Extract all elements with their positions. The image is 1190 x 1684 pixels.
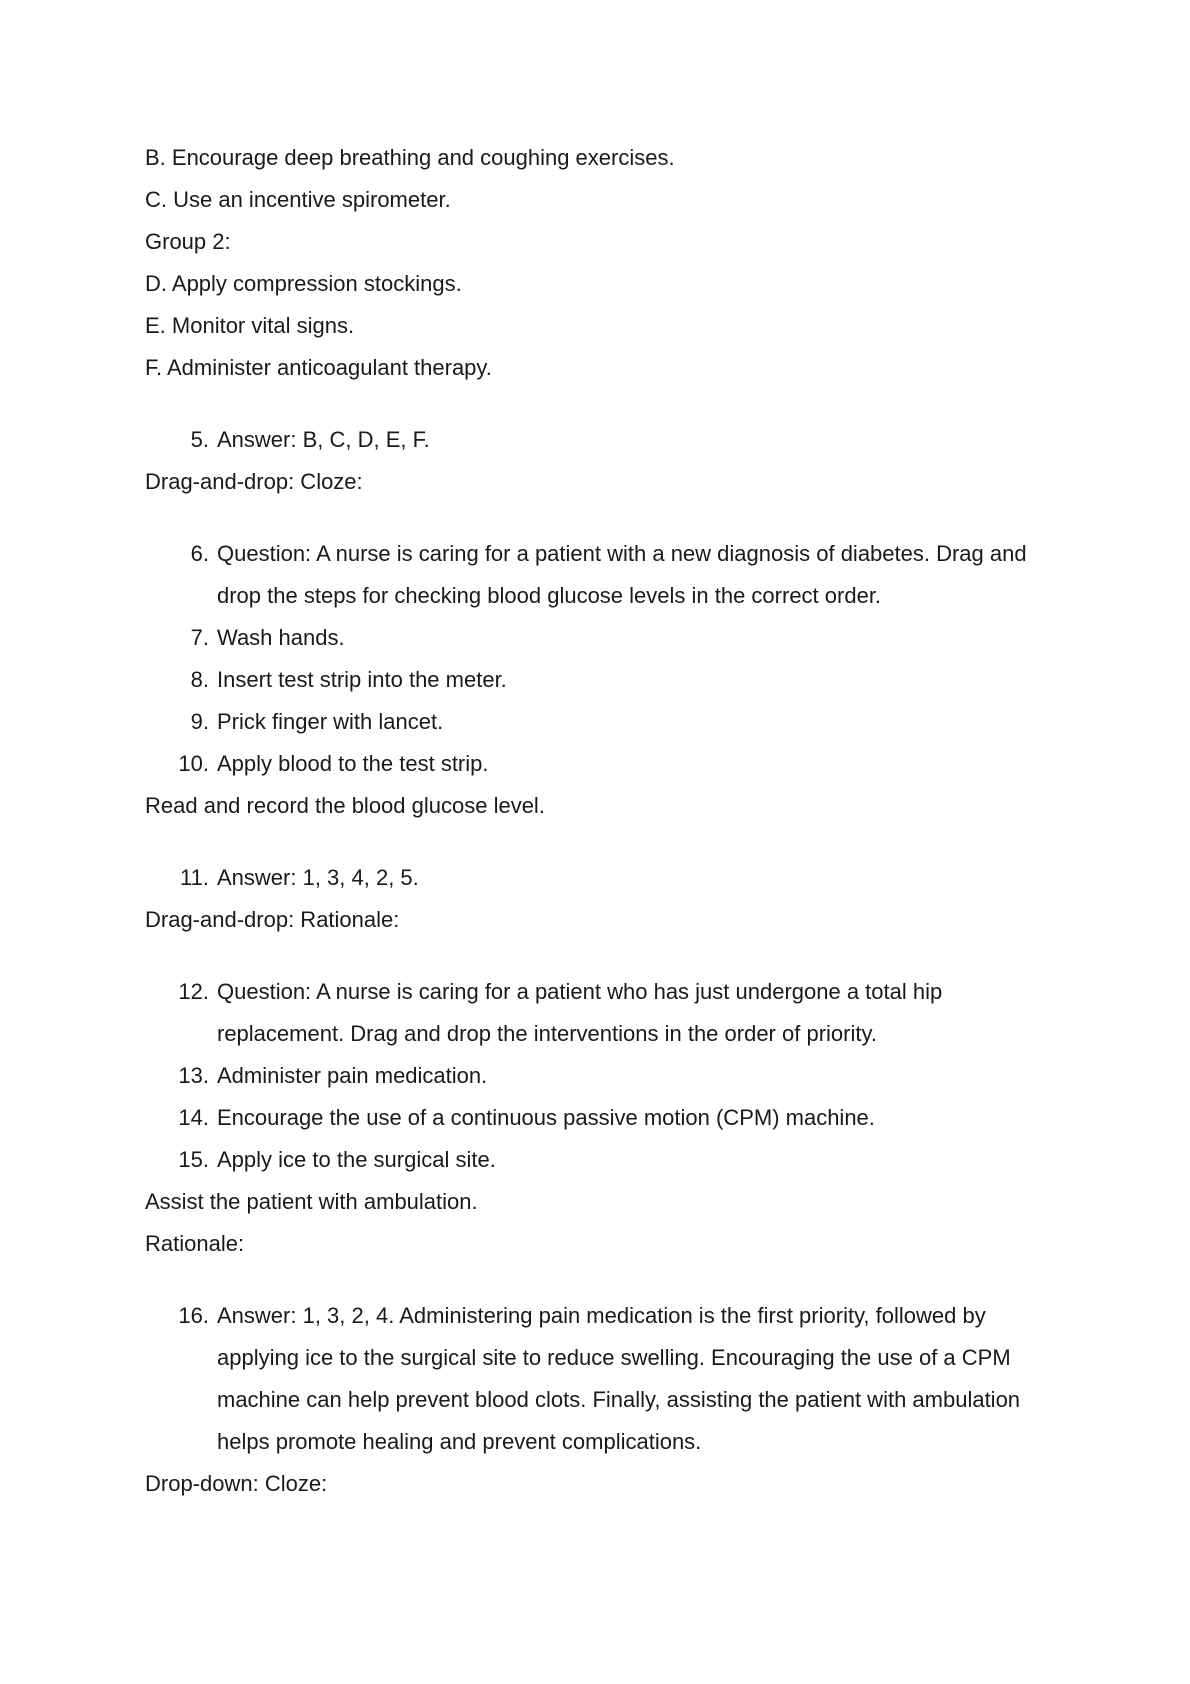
list-text: Administer pain medication.: [217, 1063, 488, 1088]
list-item-16: [145, 1295, 1065, 1463]
list-number: 13.: [178, 1063, 209, 1088]
list-number: 16.: [178, 1303, 209, 1328]
spacer: [145, 503, 1065, 533]
spacer: [145, 941, 1065, 971]
list-number: 9.: [190, 709, 209, 734]
list-item-5: [145, 419, 1065, 461]
list-item-6: [145, 533, 1065, 617]
list-item-10: [145, 743, 1065, 785]
list-text: Apply blood to the test strip.: [217, 751, 489, 776]
section-heading-dropdown-cloze: Drop-down: Cloze:: [145, 1471, 328, 1496]
option-e: E. Monitor vital signs.: [145, 313, 355, 338]
list-number: 14.: [178, 1105, 209, 1130]
list-text: Insert test strip into the meter.: [217, 667, 507, 692]
list-item-15: [145, 1139, 1065, 1181]
list-item-9: [145, 701, 1065, 743]
list-number: 12.: [178, 979, 209, 1004]
list-text: Question: A nurse is caring for a patient who has just undergone a total hip replacement. Drag and drop the interventions in the order of priority.: [217, 979, 943, 1046]
spacer: [145, 389, 1065, 419]
option-b: B. Encourage deep breathing and coughing exercises.: [145, 145, 675, 170]
list-item-13: [145, 1055, 1065, 1097]
list-item-7: [145, 617, 1065, 659]
list-text: Question: A nurse is caring for a patient with a new diagnosis of diabetes. Drag and drop the steps for checking blood glucose levels in the correct order.: [217, 541, 1027, 608]
option-d: D. Apply compression stockings.: [145, 271, 462, 296]
list-number: 15.: [178, 1147, 209, 1172]
list-number: 11.: [180, 865, 209, 890]
rationale-label: Rationale:: [145, 1231, 245, 1256]
spacer: [145, 827, 1065, 857]
list-text: Apply ice to the surgical site.: [217, 1147, 496, 1172]
step-read-record: Read and record the blood glucose level.: [145, 793, 545, 818]
list-item-12: [145, 971, 1065, 1055]
section-heading-rationale: Drag-and-drop: Rationale:: [145, 907, 400, 932]
list-text: Answer: 1, 3, 4, 2, 5.: [217, 865, 419, 890]
section-heading-cloze: Drag-and-drop: Cloze:: [145, 469, 363, 494]
list-number: 6.: [190, 541, 209, 566]
list-number: 10.: [178, 751, 209, 776]
list-text: Encourage the use of a continuous passive motion (CPM) machine.: [217, 1105, 875, 1130]
group-2-heading: Group 2:: [145, 229, 231, 254]
list-text: Wash hands.: [217, 625, 345, 650]
list-number: 7.: [190, 625, 209, 650]
list-number: 5.: [190, 427, 209, 452]
spacer: [145, 1265, 1065, 1295]
page-content: [145, 137, 1065, 1505]
option-c: C. Use an incentive spirometer.: [145, 187, 451, 212]
step-assist-ambulation: Assist the patient with ambulation.: [145, 1189, 478, 1214]
list-text: Prick finger with lancet.: [217, 709, 444, 734]
list-text: Answer: 1, 3, 2, 4. Administering pain medication is the first priority, followed by applying ice to the surgical site to reduce swelling. Encouraging the use of a CPM machine can help prevent blood clots. Finally, assisting the patient with ambulation helps promote healing and prevent complications.: [217, 1303, 1021, 1454]
list-item-8: [145, 659, 1065, 701]
list-item-11: [145, 857, 1065, 899]
list-item-14: [145, 1097, 1065, 1139]
list-text: Answer: B, C, D, E, F.: [217, 427, 430, 452]
list-number: 8.: [190, 667, 209, 692]
option-f: F. Administer anticoagulant therapy.: [145, 355, 492, 380]
